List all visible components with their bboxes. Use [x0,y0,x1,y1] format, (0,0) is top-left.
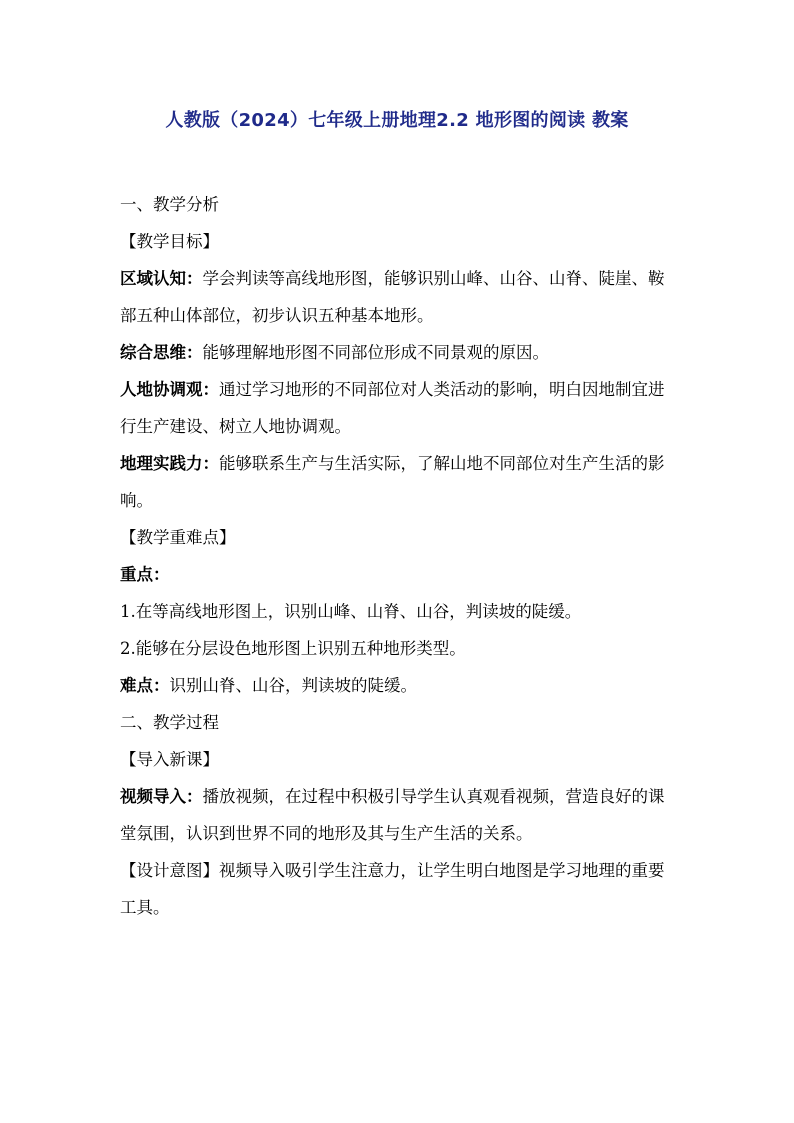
page-title: 人教版（2024）七年级上册地理2.2 地形图的阅读 教案 [165,110,629,131]
difficulty-paragraph [120,667,680,704]
subheading-intro: 【导入新课】 [120,750,219,769]
objective-label: 地理实践力 [120,454,203,473]
design-label: 【设计意图】 [120,861,219,880]
subheading-key-points: 【教学重难点】 [120,528,236,547]
objective-comprehensive-thinking [120,334,680,371]
document-body [120,186,680,926]
focus-label: 重点： [120,565,170,584]
objective-text: 通过学习地形的不同部位对人类活动的影响，明白因地制宜进行生产建设、树立人地协调观。 [120,380,665,436]
focus-item-1: 1.在等高线地形图上，识别山峰、山脊、山谷，判读坡的陡缓。 [120,602,582,621]
label-separator: ： [186,343,203,362]
objective-text: 学会判读等高线地形图，能够识别山峰、山谷、山脊、陡崖、鞍部五种山体部位，初步认识五种基本地形。 [120,269,665,325]
objective-text: 能够理解地形图不同部位形成不同景观的原因。 [202,343,549,362]
section-heading-analysis: 一、教学分析 [120,195,219,214]
objective-regional-cognition [120,260,680,334]
difficulty-label: 难点 [120,676,153,695]
video-text: 播放视频，在过程中积极引导学生认真观看视频，营造良好的课堂氛围，认识到世界不同的地形及其与生产生活的关系。 [120,787,665,843]
subheading-objectives: 【教学目标】 [120,232,219,251]
video-intro-paragraph [120,778,680,852]
objective-geographic-practice [120,445,680,519]
design-intent-paragraph [120,852,680,926]
label-separator: ： [186,787,203,806]
section-heading-process: 二、教学过程 [120,713,219,732]
label-separator: ： [202,454,219,473]
objective-label: 区域认知 [120,269,186,288]
objective-label: 人地协调观 [120,380,203,399]
difficulty-text: 识别山脊、山谷，判读坡的陡缓。 [169,676,417,695]
focus-item-2: 2.能够在分层设色地形图上识别五种地形类型。 [120,639,466,658]
objective-text: 能够联系生产与生活实际，了解山地不同部位对生产生活的影响。 [120,454,665,510]
label-separator: ： [153,676,170,695]
video-label: 视频导入 [120,787,186,806]
label-separator: ： [186,269,203,288]
label-separator: ： [202,380,219,399]
objective-label: 综合思维 [120,343,186,362]
objective-human-land-harmony [120,371,680,445]
design-text: 视频导入吸引学生注意力，让学生明白地图是学习地理的重要工具。 [120,861,665,917]
